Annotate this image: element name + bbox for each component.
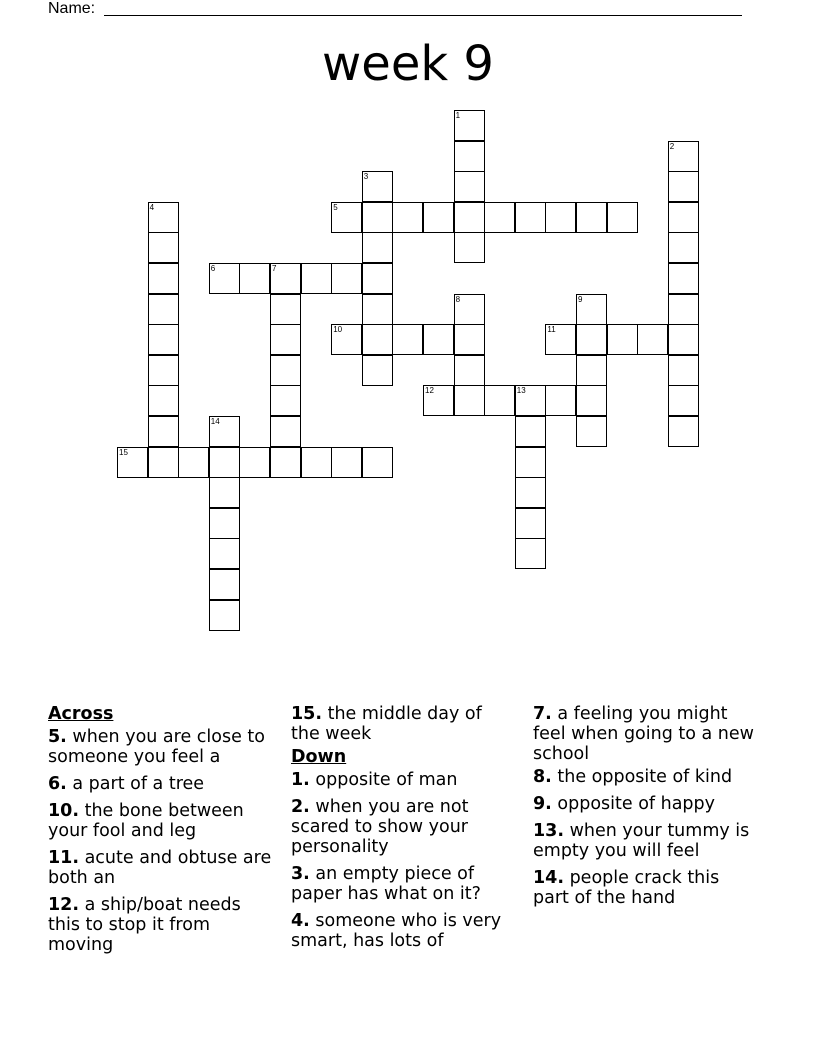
cell-number: 8 — [455, 294, 461, 304]
grid-cell[interactable] — [209, 416, 240, 447]
grid-cell[interactable] — [362, 232, 393, 263]
clue-down-8: 8. the opposite of kind — [533, 767, 733, 787]
grid-cell[interactable] — [148, 202, 179, 233]
grid-cell[interactable] — [331, 202, 362, 233]
grid-cell[interactable] — [484, 202, 515, 233]
grid-cell[interactable] — [454, 110, 485, 141]
cell-number: 9 — [578, 294, 583, 304]
grid-cell[interactable] — [148, 355, 179, 386]
grid-cell[interactable] — [668, 171, 699, 202]
cell-number: 5 — [333, 202, 338, 212]
cell-number: 12 — [425, 386, 434, 396]
grid-cell[interactable] — [148, 416, 179, 447]
grid-cell[interactable] — [668, 324, 699, 355]
grid-cell[interactable] — [423, 324, 454, 355]
grid-cell[interactable] — [148, 263, 179, 294]
clue-across-15: 15. the middle day of the week — [291, 704, 482, 744]
grid-cell[interactable] — [454, 141, 485, 172]
grid-cell[interactable] — [362, 263, 393, 294]
cell-number: 4 — [149, 202, 155, 212]
clue-across-10: 10. the bone between your fool and leg — [48, 801, 244, 841]
grid-cell[interactable] — [576, 385, 607, 416]
grid-cell[interactable] — [515, 477, 546, 508]
clue-column-1 — [48, 704, 273, 962]
grid-cell[interactable] — [209, 538, 240, 569]
grid-cell[interactable] — [209, 600, 240, 631]
grid-cell[interactable] — [178, 447, 209, 478]
clue-down-9: 9. opposite of happy — [533, 794, 716, 814]
grid-cell[interactable] — [454, 355, 485, 386]
grid-cell[interactable] — [392, 202, 423, 233]
grid-cell[interactable] — [515, 416, 546, 447]
grid-cell[interactable] — [392, 324, 423, 355]
grid-cell[interactable] — [362, 294, 393, 325]
grid-cell[interactable] — [668, 141, 699, 172]
grid-cell[interactable] — [209, 263, 240, 294]
grid-cell[interactable] — [576, 202, 607, 233]
grid-cell[interactable] — [148, 294, 179, 325]
clue-down-14: 14. people crack this part of the hand — [533, 868, 720, 908]
cell-number: 15 — [119, 447, 128, 457]
grid-cell[interactable] — [209, 569, 240, 600]
grid-cell[interactable] — [148, 385, 179, 416]
grid-cell[interactable] — [668, 355, 699, 386]
grid-cell[interactable] — [545, 385, 576, 416]
cell-number: 6 — [210, 264, 216, 273]
clue-down-4: 4. someone who is very smart, has lots of — [291, 911, 502, 951]
grid-cell[interactable] — [515, 447, 546, 478]
down-heading: Down — [291, 747, 347, 767]
grid-cell[interactable] — [209, 447, 240, 478]
grid-cell[interactable] — [576, 324, 607, 355]
grid-cell[interactable] — [423, 385, 454, 416]
clue-column-3 — [533, 704, 758, 915]
grid-cell[interactable] — [668, 294, 699, 325]
clue-across-6: 6. a part of a tree — [48, 774, 205, 794]
clue-down-13: 13. when your tummy is empty you will feel — [533, 821, 750, 861]
clue-column-2 — [291, 704, 506, 958]
grid-cell[interactable] — [331, 447, 362, 478]
cell-number: 3 — [363, 172, 369, 182]
grid-cell[interactable] — [301, 447, 332, 478]
grid-cell[interactable] — [148, 324, 179, 355]
grid-cell[interactable] — [576, 294, 607, 325]
grid-cell[interactable] — [362, 324, 393, 355]
across-heading: Across — [48, 704, 114, 724]
clue-across-5: 5. when you are close to someone you feel a — [48, 727, 266, 767]
grid-cell[interactable] — [239, 263, 270, 294]
cell-number: 13 — [516, 386, 526, 396]
grid-cell[interactable] — [209, 508, 240, 539]
cell-number: 2 — [669, 141, 675, 151]
grid-cell[interactable] — [576, 355, 607, 386]
grid-cell[interactable] — [668, 232, 699, 263]
grid-cell[interactable] — [515, 385, 546, 416]
grid-cell[interactable] — [454, 324, 485, 355]
grid-cell[interactable] — [362, 355, 393, 386]
grid-cell[interactable] — [484, 385, 515, 416]
grid-cell[interactable] — [270, 447, 301, 478]
clue-across-12: 12. a ship/boat needs this to stop it from moving — [48, 895, 241, 955]
grid-cell[interactable] — [515, 202, 546, 233]
grid-cell[interactable] — [545, 324, 576, 355]
grid-cell[interactable] — [270, 355, 301, 386]
cell-number: 7 — [272, 264, 277, 273]
grid-cell[interactable] — [668, 416, 699, 447]
grid-cell[interactable] — [209, 477, 240, 508]
grid-cell[interactable] — [270, 416, 301, 447]
grid-cell[interactable] — [301, 263, 332, 294]
grid-cell[interactable] — [148, 232, 179, 263]
grid-cell[interactable] — [362, 202, 393, 233]
grid-cell[interactable] — [117, 447, 148, 478]
page-title: week 9 — [322, 36, 494, 92]
cell-number: 11 — [547, 325, 556, 335]
grid-cell[interactable] — [270, 294, 301, 325]
grid-cell[interactable] — [148, 447, 179, 478]
grid-cell[interactable] — [270, 385, 301, 416]
grid-cell[interactable] — [331, 263, 362, 294]
grid-cell[interactable] — [362, 447, 393, 478]
clue-down-1: 1. opposite of man — [291, 770, 458, 790]
grid-cell[interactable] — [454, 232, 485, 263]
grid-cell[interactable] — [270, 324, 301, 355]
cell-number: 14 — [210, 417, 220, 426]
grid-cell[interactable] — [607, 202, 638, 233]
grid-cell[interactable] — [239, 447, 270, 478]
cell-number: 10 — [333, 325, 343, 335]
name-label: Name: — [48, 0, 96, 17]
clue-down-3: 3. an empty piece of paper has what on it? — [291, 864, 481, 904]
grid-cell[interactable] — [668, 385, 699, 416]
grid-cell[interactable] — [331, 324, 362, 355]
grid-cell[interactable] — [454, 171, 485, 202]
cell-number: 1 — [455, 111, 461, 120]
grid-cell[interactable] — [454, 385, 485, 416]
grid-cell[interactable] — [515, 538, 546, 569]
grid-cell[interactable] — [362, 171, 393, 202]
grid-cell[interactable] — [423, 202, 454, 233]
grid-cell[interactable] — [454, 294, 485, 325]
grid-cell[interactable] — [607, 324, 638, 355]
clue-down-2: 2. when you are not scared to show your personality — [291, 797, 469, 857]
clue-down-7: 7. a feeling you might feel when going to a new school — [533, 704, 754, 764]
grid-cell[interactable] — [576, 416, 607, 447]
grid-cell[interactable] — [270, 263, 301, 294]
grid-cell[interactable] — [454, 202, 485, 233]
clue-across-11: 11. acute and obtuse are both an — [48, 848, 272, 888]
grid-cell[interactable] — [668, 263, 699, 294]
grid-cell[interactable] — [515, 508, 546, 539]
grid-cell[interactable] — [545, 202, 576, 233]
grid-cell[interactable] — [668, 202, 699, 233]
grid-cell[interactable] — [637, 324, 668, 355]
